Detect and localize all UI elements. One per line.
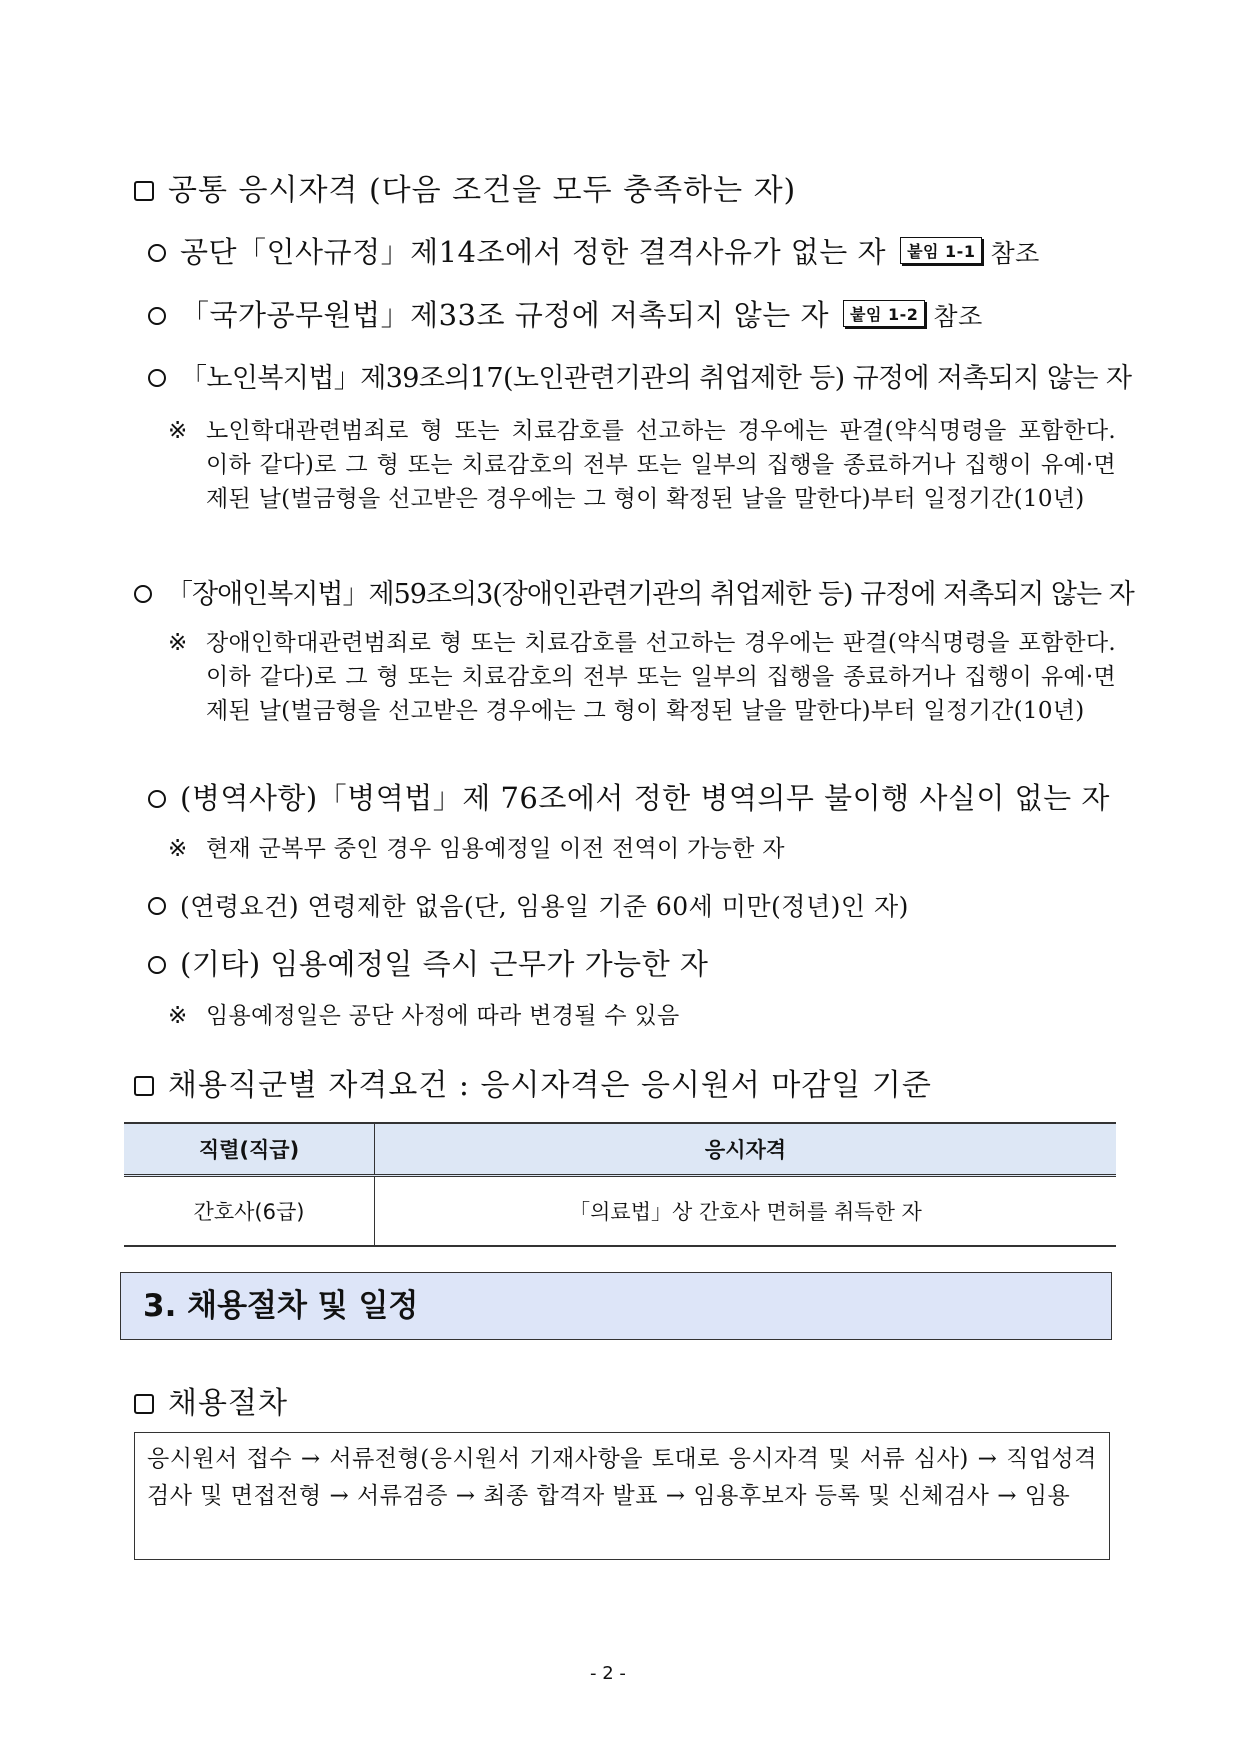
job-requirement-heading	[134, 1060, 932, 1104]
note-elder-abuse	[168, 414, 1116, 516]
section-3-heading: 3. 채용절차 및 일정	[120, 1272, 1112, 1340]
checkbox-square-icon	[134, 1394, 154, 1414]
procedure-heading	[134, 1378, 288, 1422]
job-requirement-title: 채용직군별 자격요건 : 응시자격은 응시원서 마감일 기준	[168, 1068, 932, 1103]
qualification-item-3	[148, 356, 1131, 395]
attachment-tag: 붙임 1-1	[900, 237, 982, 264]
qualification-item-6	[148, 887, 909, 923]
table-header-row	[124, 1123, 1116, 1176]
bullet-circle-icon	[148, 307, 166, 325]
bullet-circle-icon	[148, 956, 166, 974]
common-qualification-title: 공통 응시자격 (다음 조건을 모두 충족하는 자)	[168, 173, 797, 208]
note-mark: ※	[168, 836, 188, 862]
qualification-item-4	[134, 572, 1134, 611]
ref-text: 참조	[933, 302, 983, 331]
note-military	[168, 832, 1116, 866]
note-disabled-abuse	[168, 626, 1116, 728]
note-mark: ※	[168, 1003, 188, 1029]
bullet-circle-icon	[148, 790, 166, 808]
item-text: (기타) 임용예정일 즉시 근무가 가능한 자	[180, 947, 709, 981]
qualification-item-1	[148, 230, 1040, 271]
item-text: 「장애인복지법」제59조의3(장애인관련기관의 취업제한 등) 규정에 저촉되지 않는 자	[166, 579, 1134, 610]
column-header: 응시자격	[375, 1123, 1117, 1176]
note-text: 장애인학대관련범죄로 형 또는 치료감호를 선고하는 경우에는 판결(약식명령을 포함한다. 이하 같다)로 그 형 또는 치료감호의 전부 또는 일부의 집행을 종료하거나 집행이 유예·면제된 날(벌금형을 선고받은 경우에는 그 형이 확정된 날을 말한다)부터 일정기간(10년)	[206, 630, 1116, 724]
item-text: 공단「인사규정」제14조에서 정한 결격사유가 없는 자	[180, 235, 887, 269]
table-cell: 「의료법」상 간호사 면허를 취득한 자	[375, 1176, 1117, 1247]
item-text: 「노인복지법」제39조의17(노인관련기관의 취업제한 등) 규정에 저촉되지 않는 자	[180, 363, 1132, 394]
common-qualification-heading	[134, 165, 796, 209]
column-header: 직렬(직급)	[124, 1123, 375, 1176]
qualification-item-7	[148, 942, 708, 983]
requirements-table	[124, 1122, 1116, 1247]
procedure-title: 채용절차	[168, 1386, 288, 1421]
bullet-circle-icon	[148, 244, 166, 262]
procedure-box: 응시원서 접수 → 서류전형(응시원서 기재사항을 토대로 응시자격 및 서류 심사) → 직업성격 검사 및 면접전형 → 서류검증 → 최종 합격자 발표 → 임용후보자 등록 및 신체검사 → 임용	[134, 1432, 1110, 1560]
item-text: (연령요건) 연령제한 없음(단, 임용일 기준 60세 미만(정년)인 자)	[180, 892, 909, 921]
table-row	[124, 1176, 1116, 1247]
note-text: 임용예정일은 공단 사정에 따라 변경될 수 있음	[206, 1003, 680, 1029]
qualification-item-2	[148, 293, 983, 334]
checkbox-square-icon	[134, 181, 154, 201]
item-text: 「국가공무원법」제33조 규정에 저촉되지 않는 자	[180, 298, 830, 332]
note-mark: ※	[168, 418, 188, 444]
checkbox-square-icon	[134, 1076, 154, 1096]
bullet-circle-icon	[134, 585, 152, 603]
item-text: (병역사항)「병역법」제 76조에서 정한 병역의무 불이행 사실이 없는 자	[180, 781, 1110, 815]
page-number: - 2 -	[590, 1663, 626, 1684]
note-mark: ※	[168, 630, 188, 656]
table-cell: 간호사(6급)	[124, 1176, 375, 1247]
qualification-item-5	[148, 776, 1110, 817]
note-text: 현재 군복무 중인 경우 임용예정일 이전 전역이 가능한 자	[206, 836, 785, 862]
note-appointment-date	[168, 999, 1116, 1033]
ref-text: 참조	[990, 239, 1040, 268]
bullet-circle-icon	[148, 897, 166, 915]
attachment-tag: 붙임 1-2	[843, 300, 925, 327]
note-text: 노인학대관련범죄로 형 또는 치료감호를 선고하는 경우에는 판결(약식명령을 포함한다. 이하 같다)로 그 형 또는 치료감호의 전부 또는 일부의 집행을 종료하거나 집행이 유예·면제된 날(벌금형을 선고받은 경우에는 그 형이 확정된 날을 말한다)부터 일정기간(10년)	[206, 418, 1116, 512]
bullet-circle-icon	[148, 369, 166, 387]
